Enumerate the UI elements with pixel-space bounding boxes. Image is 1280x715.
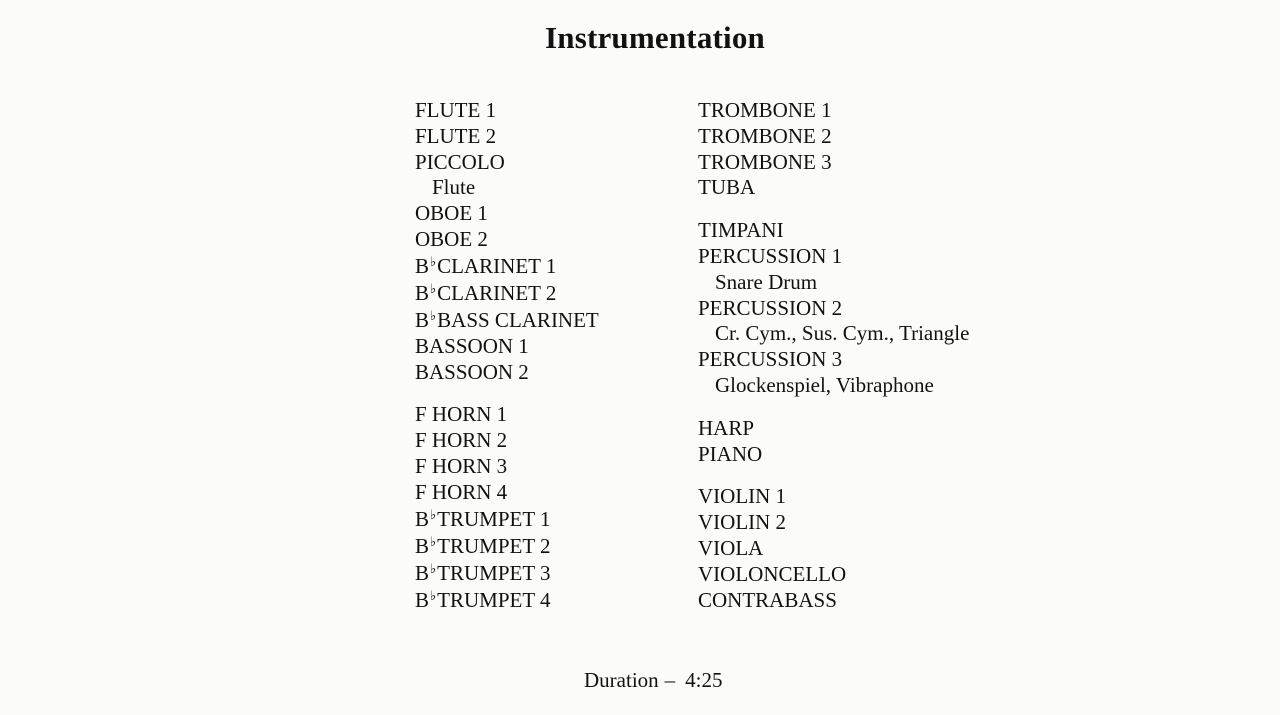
flat-sign: ♭ <box>430 587 437 603</box>
instrument-clarinet-1 <box>415 253 599 280</box>
instrument-percussion-1 <box>698 244 969 270</box>
instrument-trumpet-2 <box>415 533 599 560</box>
key-letter: B <box>415 587 430 612</box>
instrument-piano <box>698 442 969 468</box>
flat-sign: ♭ <box>430 253 437 269</box>
instrument-note-flute <box>415 175 599 201</box>
instrument-bassoon-1 <box>415 334 599 360</box>
instrument-violoncello <box>698 562 969 588</box>
instrument-oboe-2 <box>415 227 599 253</box>
page-title: Instrumentation <box>544 20 765 55</box>
instrument-group <box>698 218 969 399</box>
instrument-flute-1 <box>415 98 599 124</box>
instrument-group <box>415 98 599 385</box>
instrument-viola <box>698 536 969 562</box>
instrument-note-cr-cym-sus-cym-triangle <box>698 321 969 347</box>
instrument-label: Glockenspiel, Vibraphone <box>715 372 934 397</box>
instrument-contrabass <box>698 588 969 614</box>
duration-label: Duration <box>584 668 659 692</box>
instrument-tuba <box>698 175 969 201</box>
instrument-label: CONTRABASS <box>698 587 837 612</box>
instrument-percussion-3 <box>698 347 969 373</box>
instrument-column-right <box>698 98 969 613</box>
instrument-label: PERCUSSION 1 <box>698 243 843 268</box>
instrument-label: Snare Drum <box>715 269 818 294</box>
instrument-label: BASS CLARINET <box>437 307 599 332</box>
instrument-label: OBOE 2 <box>415 226 488 251</box>
instrument-trumpet-4 <box>415 587 599 614</box>
key-letter: B <box>415 533 430 558</box>
instrument-clarinet-2 <box>415 280 599 307</box>
instrument-label: VIOLONCELLO <box>698 561 847 586</box>
instrument-oboe-1 <box>415 201 599 227</box>
instrument-column-left <box>415 98 599 614</box>
instrument-label: TROMBONE 2 <box>698 123 832 148</box>
instrument-label: PERCUSSION 3 <box>698 347 843 372</box>
instrument-group <box>698 484 969 613</box>
flat-sign: ♭ <box>430 533 437 549</box>
instrument-label: FLUTE 2 <box>415 123 497 148</box>
instrument-label: PIANO <box>698 441 763 466</box>
instrument-label: VIOLIN 2 <box>698 510 787 535</box>
key-letter: B <box>415 253 430 278</box>
instrument-label: PICCOLO <box>415 149 505 174</box>
instrument-label: CLARINET 1 <box>437 253 557 278</box>
instrument-bassoon-2 <box>415 360 599 386</box>
duration-line <box>584 668 723 693</box>
instrument-piccolo <box>415 150 599 176</box>
instrument-label: TROMBONE 3 <box>698 149 832 174</box>
instrument-timpani <box>698 218 969 244</box>
instrument-bass-clarinet <box>415 307 599 334</box>
instrument-label: BASSOON 1 <box>415 333 529 358</box>
instrument-label: HARP <box>698 415 755 440</box>
instrument-label: VIOLA <box>698 535 764 560</box>
flat-sign: ♭ <box>430 560 437 576</box>
key-letter: B <box>415 506 430 531</box>
instrument-label: F HORN 4 <box>415 479 508 504</box>
instrument-group <box>415 402 599 613</box>
instrument-violin-2 <box>698 510 969 536</box>
instrument-f-horn-1 <box>415 402 599 428</box>
duration-value: 4:25 <box>685 668 723 692</box>
instrument-trombone-1 <box>698 98 969 124</box>
instrument-group <box>698 416 969 468</box>
instrument-trumpet-3 <box>415 560 599 587</box>
instrument-label: F HORN 1 <box>415 402 508 427</box>
flat-sign: ♭ <box>430 280 437 296</box>
instrument-label: TRUMPET 3 <box>437 560 551 585</box>
instrument-note-glockenspiel-vibraphone <box>698 373 969 399</box>
instrument-label: TUBA <box>698 175 756 200</box>
instrument-harp <box>698 416 969 442</box>
key-letter: B <box>415 560 430 585</box>
instrument-label: OBOE 1 <box>415 201 488 226</box>
instrument-f-horn-2 <box>415 428 599 454</box>
instrument-label: Flute <box>432 175 476 200</box>
instrument-flute-2 <box>415 124 599 150</box>
key-letter: B <box>415 280 430 305</box>
duration-separator: – <box>664 668 676 692</box>
flat-sign: ♭ <box>430 506 437 522</box>
instrument-group <box>698 98 969 201</box>
instrument-label: PERCUSSION 2 <box>698 295 843 320</box>
instrument-label: TIMPANI <box>698 218 784 243</box>
instrument-f-horn-4 <box>415 480 599 506</box>
instrument-label: F HORN 3 <box>415 453 508 478</box>
instrument-violin-1 <box>698 484 969 510</box>
instrument-label: CLARINET 2 <box>437 280 557 305</box>
instrument-trumpet-1 <box>415 506 599 533</box>
key-letter: B <box>415 307 430 332</box>
instrument-label: TROMBONE 1 <box>698 98 832 122</box>
instrument-label: F HORN 2 <box>415 428 508 453</box>
instrument-label: TRUMPET 1 <box>437 506 551 531</box>
instrument-note-snare-drum <box>698 270 969 296</box>
instrument-trombone-2 <box>698 124 969 150</box>
instrument-f-horn-3 <box>415 454 599 480</box>
instrument-label: TRUMPET 2 <box>437 533 551 558</box>
instrument-label: Cr. Cym., Sus. Cym., Triangle <box>715 321 970 346</box>
instrument-percussion-2 <box>698 296 969 322</box>
flat-sign: ♭ <box>430 307 437 323</box>
instrument-label: BASSOON 2 <box>415 359 529 384</box>
instrument-label: VIOLIN 1 <box>698 484 787 509</box>
instrument-label: FLUTE 1 <box>415 98 497 122</box>
instrument-trombone-3 <box>698 150 969 176</box>
instrument-label: TRUMPET 4 <box>437 587 551 612</box>
